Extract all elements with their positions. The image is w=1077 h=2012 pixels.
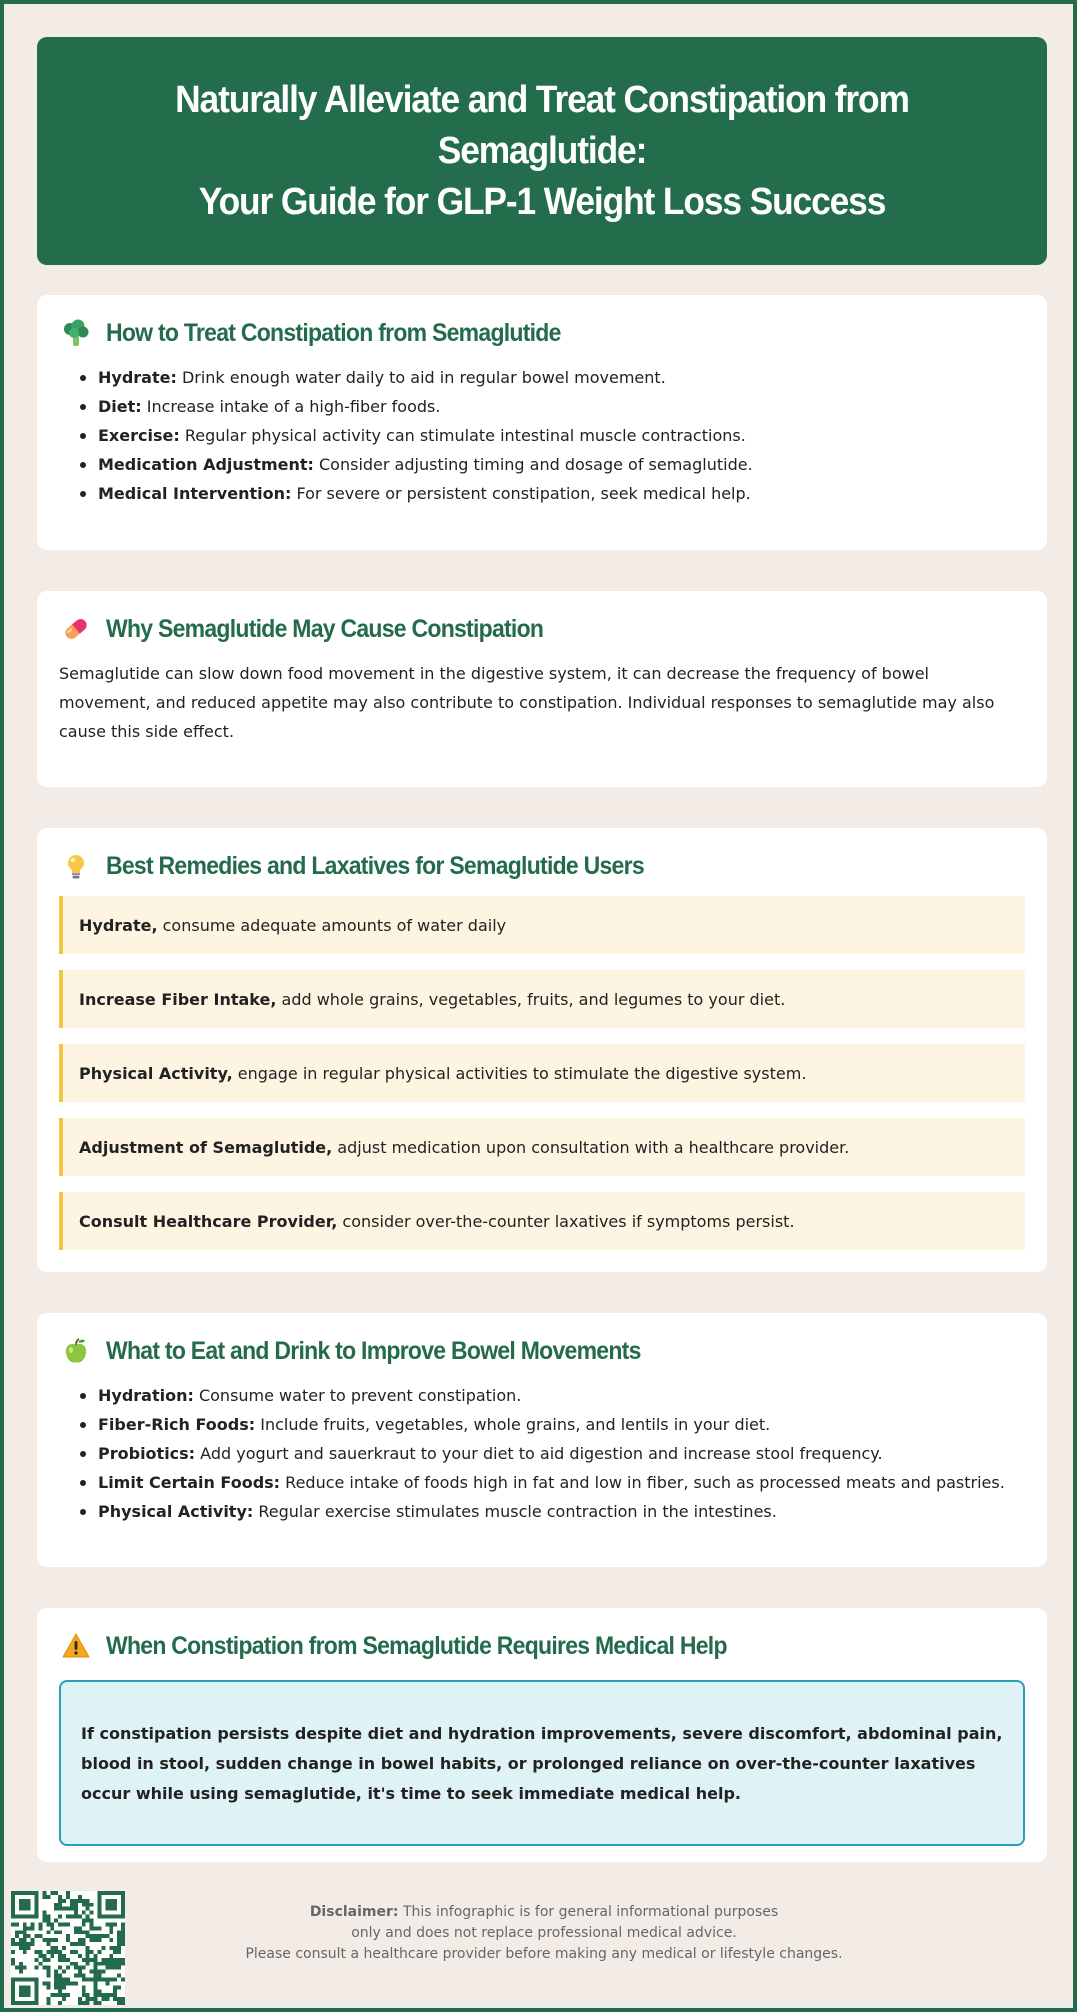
remedy-item	[59, 896, 1025, 954]
list-item-label: Limit Certain Foods:	[98, 1473, 281, 1492]
remedy-item-text: add whole grains, vegetables, fruits, and legumes to your diet.	[276, 989, 786, 1009]
page-title	[105, 75, 979, 228]
list-item-text: Regular physical activity can stimulate intestinal muscle contractions.	[179, 426, 746, 445]
remedy-item-label: Increase Fiber Intake,	[79, 989, 277, 1009]
eat-card-header	[60, 1331, 1025, 1371]
medical-alert-text: If constipation persists despite diet and hydration improvements, severe discomfort, abdominal pain, blood in stool, sudden change in bowel habits, or prolonged reliance on over-the-counter laxatives occur while using semaglutide, it's time to seek immediate medical help.	[81, 1724, 1003, 1803]
why-card-title: Why Semaglutide May Cause Constipation	[106, 614, 544, 643]
remedies-list	[59, 896, 1025, 1250]
list-item-label: Exercise:	[98, 426, 180, 445]
why-card-text: Semaglutide can slow down food movement in the digestive system, it can decrease the frequency of bowel movement, and reduced appetite may also contribute to constipation. Individual responses to semaglutide may also cause this side effect.	[59, 664, 995, 741]
page-title-line-2: Your Guide for GLP-1 Weight Loss Success	[198, 180, 886, 223]
why-card-header	[60, 609, 1025, 649]
remedies-card	[37, 828, 1047, 1272]
list-item	[77, 1468, 1025, 1497]
qr-code[interactable]	[11, 1891, 125, 2005]
list-item-text: Reduce intake of foods high in fat and low in fiber, such as processed meats and pastries.	[280, 1473, 1005, 1492]
list-item-text: Drink enough water daily to aid in regular bowel movement.	[176, 368, 666, 387]
apple-icon	[60, 1335, 92, 1367]
remedy-item-label: Consult Healthcare Provider,	[79, 1211, 338, 1231]
list-item	[77, 1410, 1025, 1439]
list-item-text: For severe or persistent constipation, seek medical help.	[291, 484, 751, 503]
list-item	[77, 479, 1025, 508]
remedy-item	[59, 1044, 1025, 1102]
list-item-label: Medical Intervention:	[98, 484, 292, 503]
remedy-item-content	[79, 1212, 795, 1231]
list-item-label: Hydration:	[98, 1386, 194, 1405]
remedy-item	[59, 1192, 1025, 1250]
remedy-item-label: Hydrate,	[79, 915, 158, 935]
remedy-item	[59, 970, 1025, 1028]
treat-card-header	[60, 313, 1025, 353]
remedy-item-label: Physical Activity,	[79, 1063, 233, 1083]
list-item-label: Hydrate:	[98, 368, 177, 387]
broccoli-icon	[60, 317, 92, 349]
treat-list	[59, 363, 1025, 508]
treat-card	[37, 295, 1047, 550]
remedy-item-content	[79, 916, 506, 935]
remedy-item-label: Adjustment of Semaglutide,	[79, 1137, 333, 1157]
disclaimer-line-2: only and does not replace professional medical advice.	[351, 1925, 737, 1941]
remedy-item-content	[79, 990, 785, 1009]
remedy-item-text: engage in regular physical activities to stimulate the digestive system.	[232, 1063, 807, 1083]
medical-card-header	[60, 1626, 1025, 1666]
why-card	[37, 591, 1047, 787]
disclaimer	[184, 1902, 904, 1965]
list-item-text: Increase intake of a high-fiber foods.	[141, 397, 441, 416]
list-item-text: Regular exercise stimulates muscle contraction in the intestines.	[253, 1502, 777, 1521]
remedy-item-text: consider over-the-counter laxatives if symptoms persist.	[337, 1211, 795, 1231]
remedy-item-text: adjust medication upon consultation with a healthcare provider.	[332, 1137, 850, 1157]
list-item	[77, 450, 1025, 479]
page-title-line-1: Naturally Alleviate and Treat Constipation from Semaglutide:	[175, 78, 909, 172]
medical-card-title: When Constipation from Semaglutide Requires Medical Help	[106, 1631, 727, 1660]
medical-alert-box	[59, 1680, 1025, 1846]
list-item-label: Fiber-Rich Foods:	[98, 1415, 256, 1434]
treat-card-title: How to Treat Constipation from Semaglutide	[106, 318, 561, 347]
remedies-card-header	[60, 846, 1025, 886]
remedy-item-content	[79, 1138, 849, 1157]
list-item	[77, 1497, 1025, 1526]
list-item-text: Add yogurt and sauerkraut to your diet to aid digestion and increase stool frequency.	[195, 1444, 883, 1463]
disclaimer-line-3: Please consult a healthcare provider before making any medical or lifestyle changes.	[245, 1946, 843, 1962]
list-item	[77, 392, 1025, 421]
medical-card	[37, 1608, 1047, 1862]
remedies-card-title: Best Remedies and Laxatives for Semaglutide Users	[106, 851, 644, 880]
list-item-text: Consider adjusting timing and dosage of semaglutide.	[313, 455, 753, 474]
remedy-item	[59, 1118, 1025, 1176]
lightbulb-icon	[60, 850, 92, 882]
list-item-label: Diet:	[98, 397, 142, 416]
list-item	[77, 1381, 1025, 1410]
disclaimer-line-1: This infographic is for general informational purposes	[398, 1904, 779, 1920]
page-header	[37, 37, 1047, 265]
list-item-label: Physical Activity:	[98, 1502, 254, 1521]
list-item-label: Medication Adjustment:	[98, 455, 314, 474]
disclaimer-label: Disclaimer:	[309, 1904, 399, 1920]
list-item-text: Include fruits, vegetables, whole grains, and lentils in your diet.	[255, 1415, 771, 1434]
eat-list	[59, 1381, 1025, 1526]
list-item	[77, 363, 1025, 392]
eat-card-title: What to Eat and Drink to Improve Bowel Movements	[106, 1336, 641, 1365]
warning-icon	[60, 1630, 92, 1662]
pill-icon	[60, 613, 92, 645]
remedy-item-text: consume adequate amounts of water daily	[157, 915, 507, 935]
list-item-text: Consume water to prevent constipation.	[193, 1386, 522, 1405]
remedy-item-content	[79, 1064, 806, 1083]
eat-card	[37, 1313, 1047, 1567]
list-item	[77, 1439, 1025, 1468]
list-item	[77, 421, 1025, 450]
list-item-label: Probiotics:	[98, 1444, 196, 1463]
